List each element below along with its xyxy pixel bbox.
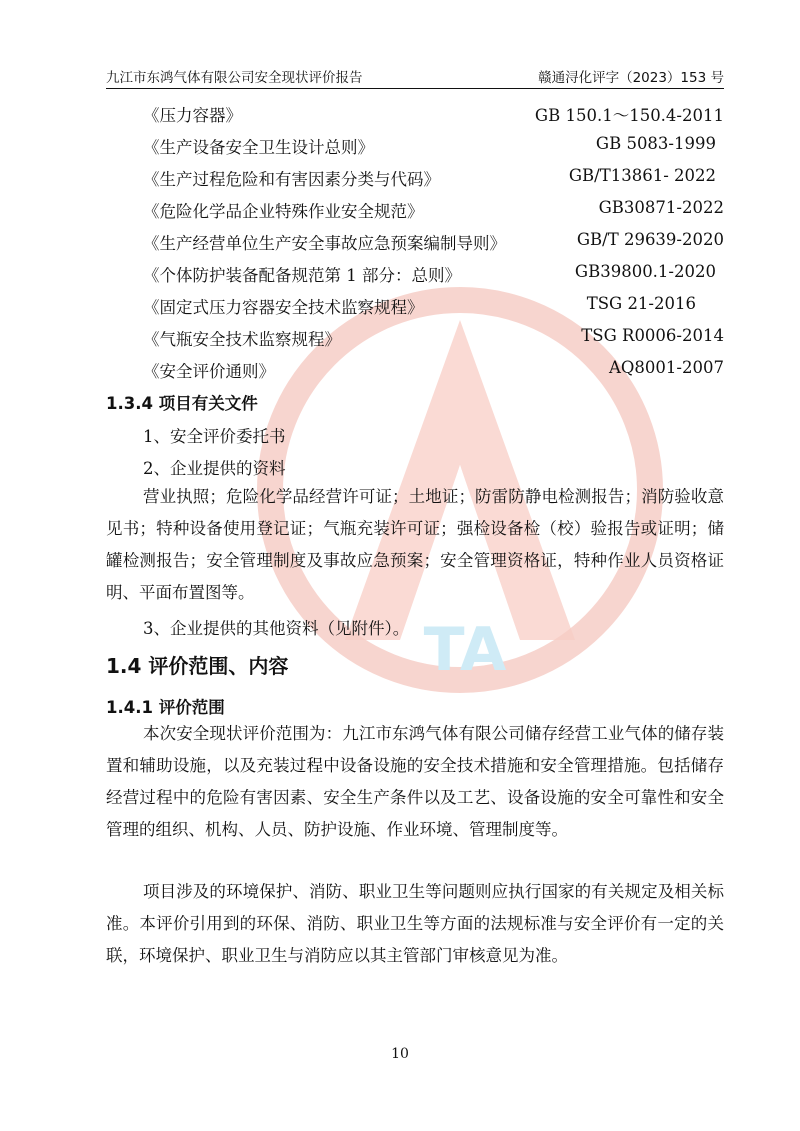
regulations-paragraph: 项目涉及的环境保护、消防、职业卫生等问题则应执行国家的有关规定及相关标准。本评价引用到的环保、消防、职业卫生等方面的法规标准与安全评价有一定的关联，环境保护、职业卫生与消防应以其主管部门审核意见为准。 — [106, 882, 724, 965]
standard-code: GB 150.1～150.4-2011 — [534, 106, 724, 125]
header-report-title: 九江市东鸿气体有限公司安全现状评价报告 — [106, 70, 363, 86]
section-1-4-1-heading: 1.4.1 评价范围 — [106, 698, 225, 717]
standard-row — [143, 294, 724, 322]
standard-title: 《固定式压力容器安全技术监察规程》 — [143, 298, 424, 317]
standard-row — [143, 358, 724, 386]
header-divider — [106, 88, 724, 89]
standard-code: GB30871-2022 — [598, 198, 724, 217]
standard-title: 《生产经营单位生产安全事故应急预案编制导则》 — [143, 234, 506, 253]
provided-documents-paragraph: 营业执照；危险化学品经营许可证；土地证；防雷防静电检测报告；消防验收意见书；特种设备使用登记证；气瓶充装许可证；强检设备检（校）验报告或证明；储罐检测报告；安全管理制度及事故应急预案；安全管理资格证，特种作业人员资格证明、平面布置图等。 — [106, 487, 724, 602]
page-header — [106, 66, 724, 86]
standard-row — [143, 262, 724, 290]
standard-row — [143, 198, 724, 226]
list-item: 1、安全评价委托书 — [143, 427, 286, 446]
page-number: 10 — [391, 1046, 409, 1062]
standard-title: 《危险化学品企业特殊作业安全规范》 — [143, 202, 424, 221]
standard-row — [143, 326, 724, 354]
standard-code: GB39800.1-2020 — [574, 262, 716, 281]
standard-title: 《气瓶安全技术监察规程》 — [143, 330, 341, 349]
section-1-4-heading: 1.4 评价范围、内容 — [106, 654, 289, 678]
header-document-number: 赣通浔化评字（2023）153 号 — [538, 70, 724, 86]
standard-code: TSG R0006-2014 — [581, 326, 724, 345]
list-item: 2、企业提供的资料 — [143, 459, 286, 478]
standard-code: GB 5083-1999 — [595, 134, 716, 153]
list-item: 3、企业提供的其他资料（见附件）。 — [143, 619, 410, 638]
standard-title: 《压力容器》 — [143, 106, 242, 125]
scope-paragraph: 本次安全现状评价范围为：九江市东鸿气体有限公司储存经营工业气体的储存装置和辅助设施，以及充装过程中设备设施的安全技术措施和安全管理措施。包括储存经营过程中的危险有害因素、安全生产条件以及工艺、设备设施的安全可靠性和安全管理的组织、机构、人员、防护设施、作业环境、管理制度等。 — [106, 724, 724, 839]
standard-code: GB/T13861- 2022 — [568, 166, 716, 185]
standard-title: 《安全评价通则》 — [143, 362, 275, 381]
standard-code: GB/T 29639-2020 — [576, 230, 724, 249]
watermark-text: TA — [423, 615, 507, 685]
standard-title: 《生产过程危险和有害因素分类与代码》 — [143, 170, 440, 189]
standard-code: AQ8001-2007 — [608, 358, 724, 377]
standard-row — [143, 134, 724, 162]
standard-title: 《个体防护装备配备规范第 1 部分：总则》 — [143, 266, 461, 285]
standard-row — [143, 230, 724, 258]
standard-row — [143, 166, 724, 194]
standard-row — [143, 102, 724, 130]
standard-title: 《生产设备安全卫生设计总则》 — [143, 138, 374, 157]
section-1-3-4-heading: 1.3.4 项目有关文件 — [106, 394, 258, 413]
standard-code: TSG 21-2016 — [586, 294, 696, 313]
